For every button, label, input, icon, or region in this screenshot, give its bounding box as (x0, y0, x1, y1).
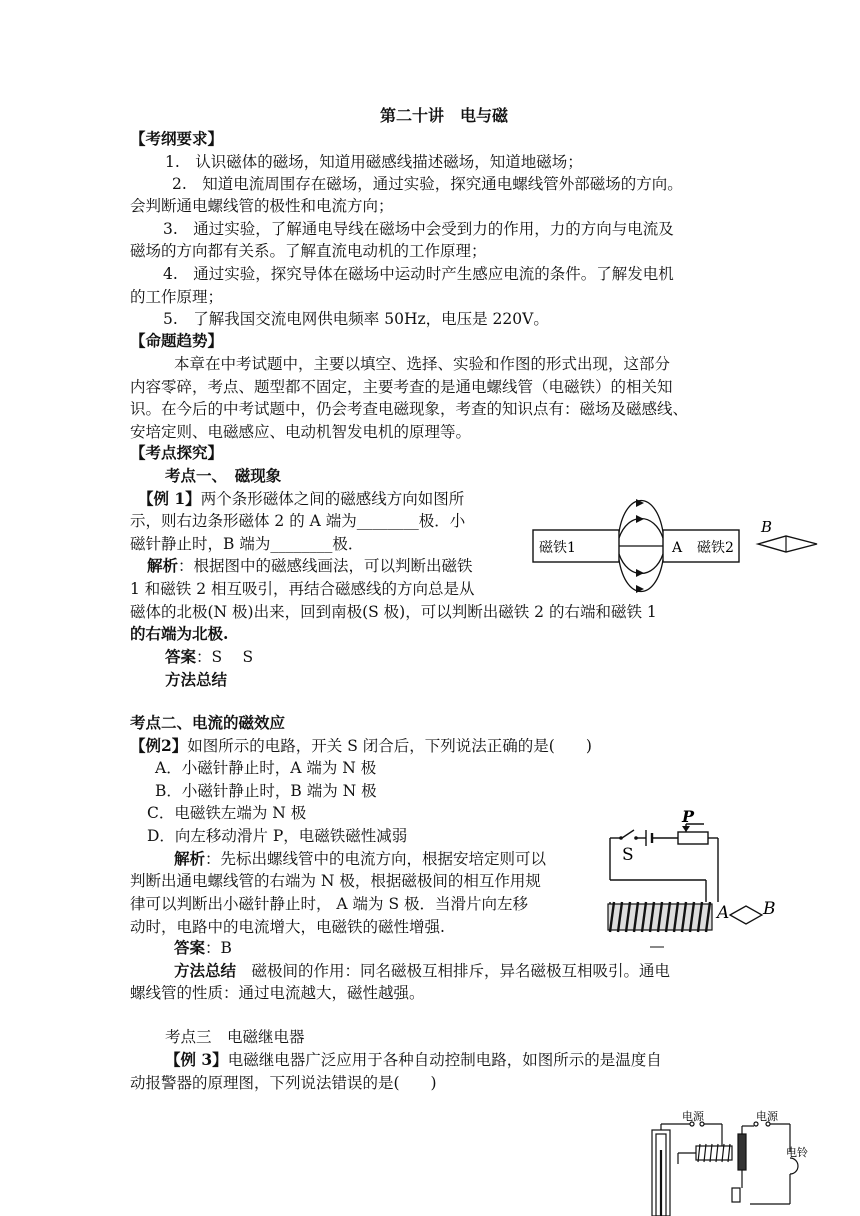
point1-example-line-1: 【例 1】两个条形磁体之间的磁感线方向如图所 (138, 489, 465, 508)
field-lines (619, 501, 663, 592)
point1-analysis-line-1: 解析：根据图中的磁感线画法，可以判断出磁铁 (147, 556, 473, 575)
compass-needle-icon (730, 906, 762, 924)
syllabus-line-2: 2. 知道电流周围存在磁场，通过实验，探究通电螺线管外部磁场的方向。 (172, 175, 683, 193)
rheostat-box (678, 832, 708, 844)
bell-label: 电铃 (786, 1146, 808, 1159)
syllabus-header: 【考纲要求】 (130, 129, 224, 148)
slider-arrow (682, 826, 690, 832)
point3-example-line-1: 【例 3】电磁继电器广泛应用于各种自动控制电路，如图所示的是温度自 (165, 1050, 662, 1069)
electromagnet-circuit-figure (600, 808, 790, 950)
syllabus-line-7: 的工作原理； (130, 288, 224, 306)
point2-method-line-2: 螺线管的性质：通过电流越大，磁性越强。 (130, 984, 425, 1002)
point2-example: 【例2】如图所示的电路，开关 S 闭合后，下列说法正确的是( ) (130, 736, 592, 755)
magnet-2-label: 磁铁2 (697, 540, 734, 556)
point1-analysis-label: 解析 (147, 556, 179, 575)
point3-example-line-2: 动报警器的原理图，下列说法错误的是( ) (130, 1074, 437, 1092)
trend-line-1: 本章在中考试题中，主要以填空、选择、实验和作图的形式出现，这部分 (174, 355, 671, 373)
point1-method-label: 方法总结 (165, 670, 228, 689)
power-2-label: 电源 (756, 1110, 778, 1123)
point2-option-a: A．小磁针静止时，A 端为 N 极 (155, 759, 377, 777)
trend-line-4: 安培定则、电磁感应、电动机智发电机的原理等。 (130, 423, 472, 441)
trend-header: 【命题趋势】 (130, 331, 224, 350)
magnet-1-label: 磁铁1 (539, 540, 576, 556)
syllabus-line-8: 5. 了解我国交流电网供电频率 50Hz，电压是 220V。 (163, 310, 549, 328)
syllabus-line-6: 4. 通过实验，探究导体在磁场中运动时产生感应电流的条件。了解发电机 (163, 265, 674, 283)
point2-method-label: 方法总结 (174, 961, 237, 980)
point1-analysis-line-3: 磁体的北极(N 极)出来，回到南极(S 极)，可以判断出磁铁 2 的右端和磁铁 1 (130, 603, 657, 621)
point2-analysis-line-2: 判断出通电螺线管的右端为 N 极，根据磁极间的相互作用规 (130, 872, 541, 890)
point1-example-line-2: 示，则右边条形磁体 2 的 A 端为________极．小 (130, 512, 466, 530)
syllabus-line-1: 1. 认识磁体的磁场，知道用磁感线描述磁场，知道地磁场； (165, 153, 583, 171)
slider-p-label: P (682, 808, 695, 826)
magnet-2-a-label: A (672, 540, 683, 556)
syllabus-line-5: 磁场的方向都有关系。了解直流电动机的工作原理； (130, 242, 487, 260)
switch-lever (622, 830, 634, 838)
electromagnet-coil (608, 902, 712, 932)
point2-option-b: B．小磁针静止时，B 端为 N 极 (155, 782, 377, 800)
bell-icon (790, 1158, 798, 1174)
syllabus-line-3: 会判断通电螺线管的极性和电流方向； (130, 197, 394, 215)
power-1-label: 电源 (682, 1110, 704, 1123)
point2-analysis-line-4: 动时，电路中的电流增大，电磁铁的磁性增强. (130, 918, 445, 936)
syllabus-line-4: 3. 通过实验，了解通电导线在磁场中会受到力的作用，力的方向与电流及 (163, 220, 674, 238)
relay-alarm-figure (640, 1104, 818, 1216)
point3-example-label: 【例 3】 (165, 1050, 228, 1069)
point2-analysis-label: 解析 (174, 849, 206, 868)
point1-analysis-line-2: 1 和磁铁 2 相互吸引，再结合磁感线的方向总是从 (130, 580, 475, 598)
point2-option-d: D．向左移动滑片 P，电磁铁磁性减弱 (147, 827, 408, 845)
point1-example-line-3: 磁针静止时，B 端为________极． (130, 535, 364, 553)
point2-option-c: C．电磁铁左端为 N 极 (147, 804, 307, 822)
explore-header: 【考点探究】 (130, 443, 224, 462)
point2-analysis-line-3: 律可以判断出小磁针静止时， A 端为 S 极．当滑片向左移 (130, 895, 529, 913)
point1-answer: 答案：S S (165, 647, 254, 666)
point2-method-line-1: 方法总结 磁极间的作用：同名磁极互相排斥，异名磁极互相吸引。通电 (174, 961, 671, 980)
point2-analysis-line-1: 解析：先标出螺线管中的电流方向，根据安培定则可以 (174, 849, 547, 868)
needle-b-label: B (763, 899, 776, 919)
point1-example-label: 【例 1】 (138, 489, 201, 508)
needle-a-label: A (717, 903, 730, 923)
point1-answer-label: 答案 (165, 647, 197, 666)
compass-b-label: B (761, 518, 773, 536)
point2-answer: 答案：B (174, 938, 232, 957)
page-title: 第二十讲 电与磁 (380, 106, 509, 125)
point2-example-label: 【例2】 (130, 736, 188, 755)
point2-heading: 考点二、电流的磁效应 (130, 713, 286, 732)
point3-heading: 考点三 电磁继电器 (165, 1028, 305, 1046)
point1-analysis-line-4: 的右端为北极. (130, 624, 229, 643)
trend-line-2: 内容零碎，考点、题型都不固定，主要考查的是通电螺线管（电磁铁）的相关知 (130, 378, 673, 396)
point2-answer-label: 答案 (174, 938, 206, 957)
switch-s-label: S (622, 845, 634, 865)
compass-needle-icon (758, 536, 817, 552)
trend-line-3: 识。在今后的中考试题中，仍会考查电磁现象，考查的知识点有：磁场及磁感线、 (130, 400, 689, 418)
point1-heading: 考点一、 磁现象 (165, 466, 282, 485)
magnet-field-figure (530, 496, 822, 596)
